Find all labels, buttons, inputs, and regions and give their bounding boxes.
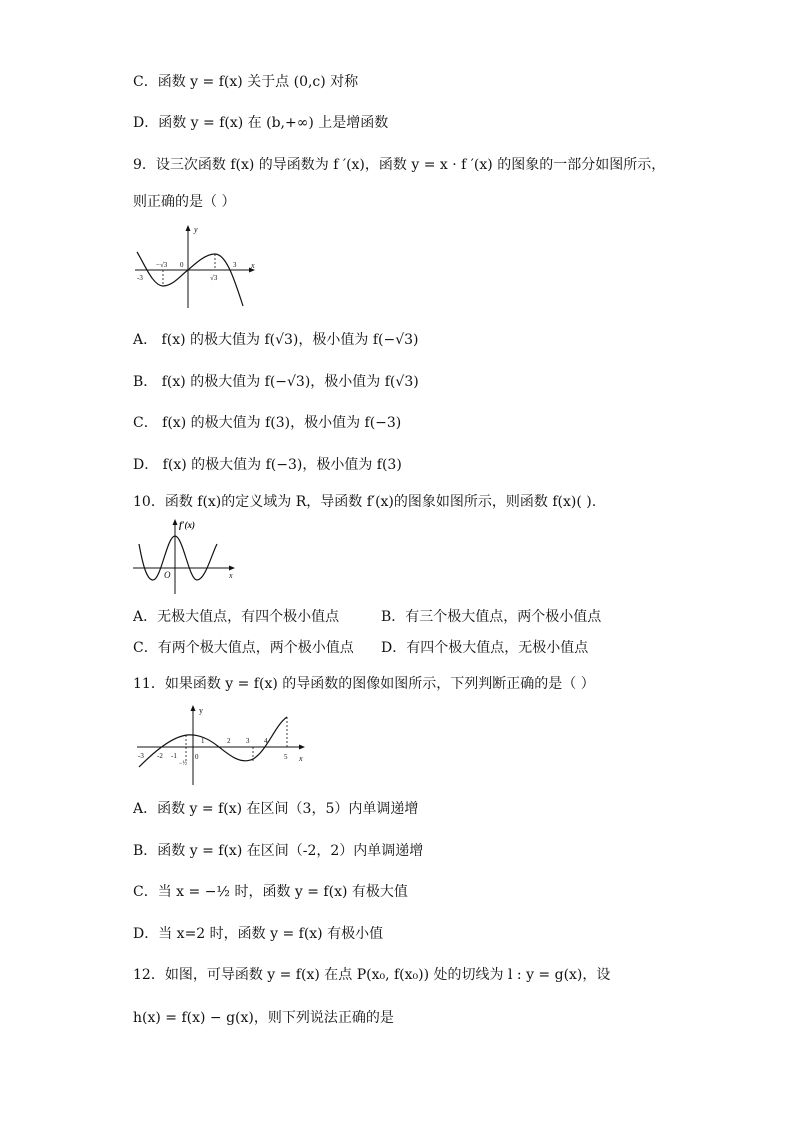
fig11-tick-p5: 5 [284,753,288,761]
option-9c: C． f(x) 的极大值为 f(3)，极小值为 f(−3) [133,415,402,431]
option-9a: A． f(x) 的极大值为 f(√3)，极小值为 f(−√3) [133,332,419,348]
fig10-x-arrow [229,566,235,571]
fig11-tick-n2: -2 [157,752,163,760]
fig9-x-label: x [251,261,255,270]
option-10d: D．有四个极大值点，无极小值点 [381,640,589,656]
question-9-stem: 9．设三次函数 f(x) 的导函数为 f ′(x)，函数 y = x · f ′(x) 的图象的一部分如图所示， [133,157,666,173]
option-8d: D．函数 y = f(x) 在 (b,+∞) 上是增函数 [133,115,389,131]
fig10-y-label: f′(x) [179,520,196,530]
fig11-tick-p3: 3 [246,737,250,745]
option-8c: C．函数 y = f(x) 关于点 (0,c) 对称 [133,74,359,90]
fig11-tick-p4: 4 [264,737,268,745]
fig10-y-arrow [173,519,178,525]
option-11c: C．当 x = −½ 时，函数 y = f(x) 有极大值 [133,884,408,900]
fig9-y-label: y [194,225,198,234]
fig11-origin: 0 [195,753,199,761]
fig9-y-arrow [186,225,191,231]
fig11-tick-p2: 2 [227,737,231,745]
fig10-curve [139,536,217,580]
fig9-curve [137,252,243,306]
option-10a: A．无极大值点，有四个极小值点 [133,609,340,625]
question-9-stem-cont: 则正确的是（ ） [133,194,236,210]
fig9-tick-neg3: -3 [137,274,143,282]
option-11b: B．函数 y = f(x) 在区间（-2，2）内单调递增 [133,843,424,859]
option-9d: D． f(x) 的极大值为 f(−3)，极小值为 f(3) [133,457,402,473]
fig11-tick-p1: 1 [201,737,205,745]
question-12-stem: 12．如图，可导函数 y = f(x) 在点 P(x₀, f(x₀)) 处的切线为 l : y = g(x)，设 [133,967,611,983]
fig11-x-label: x [299,754,303,763]
fig11-tick-nhalf: −½ [179,761,187,767]
question-10-stem: 10．函数 f(x)的定义域为 R，导函数 f′(x)的图象如图所示，则函数 f(x)( ). [133,494,597,510]
fig9-origin: 0 [180,261,184,269]
option-10c: C．有两个极大值点，两个极小值点 [133,640,354,656]
fig9-tick-3: 3 [233,261,237,269]
fig11-y-arrow [191,705,196,711]
figure-11-graph [133,703,311,787]
option-11a: A．函数 y = f(x) 在区间（3，5）内单调递增 [133,801,419,817]
option-10b: B．有三个极大值点，两个极小值点 [381,609,602,625]
option-11d: D．当 x=2 时，函数 y = f(x) 有极小值 [133,926,384,942]
question-12-stem-cont: h(x) = f(x) − g(x)，则下列说法正确的是 [133,1010,394,1026]
fig10-x-label: x [229,571,233,580]
figure-9-graph [133,220,259,312]
fig11-y-label: y [199,706,203,715]
fig11-x-arrow [299,745,305,750]
option-9b: B． f(x) 的极大值为 f(−√3)，极小值为 f(√3) [133,374,419,390]
fig10-origin: O [164,570,171,580]
fig9-tick-sqrt3: √3 [210,274,218,282]
fig11-tick-n3: -3 [138,752,144,760]
figure-10-graph [133,516,241,596]
question-11-stem: 11．如果函数 y = f(x) 的导函数的图像如图所示，下列判断正确的是（ ） [133,676,595,692]
fig11-tick-n1: -1 [171,752,177,760]
fig9-tick-negsqrt3: −√3 [156,261,168,269]
